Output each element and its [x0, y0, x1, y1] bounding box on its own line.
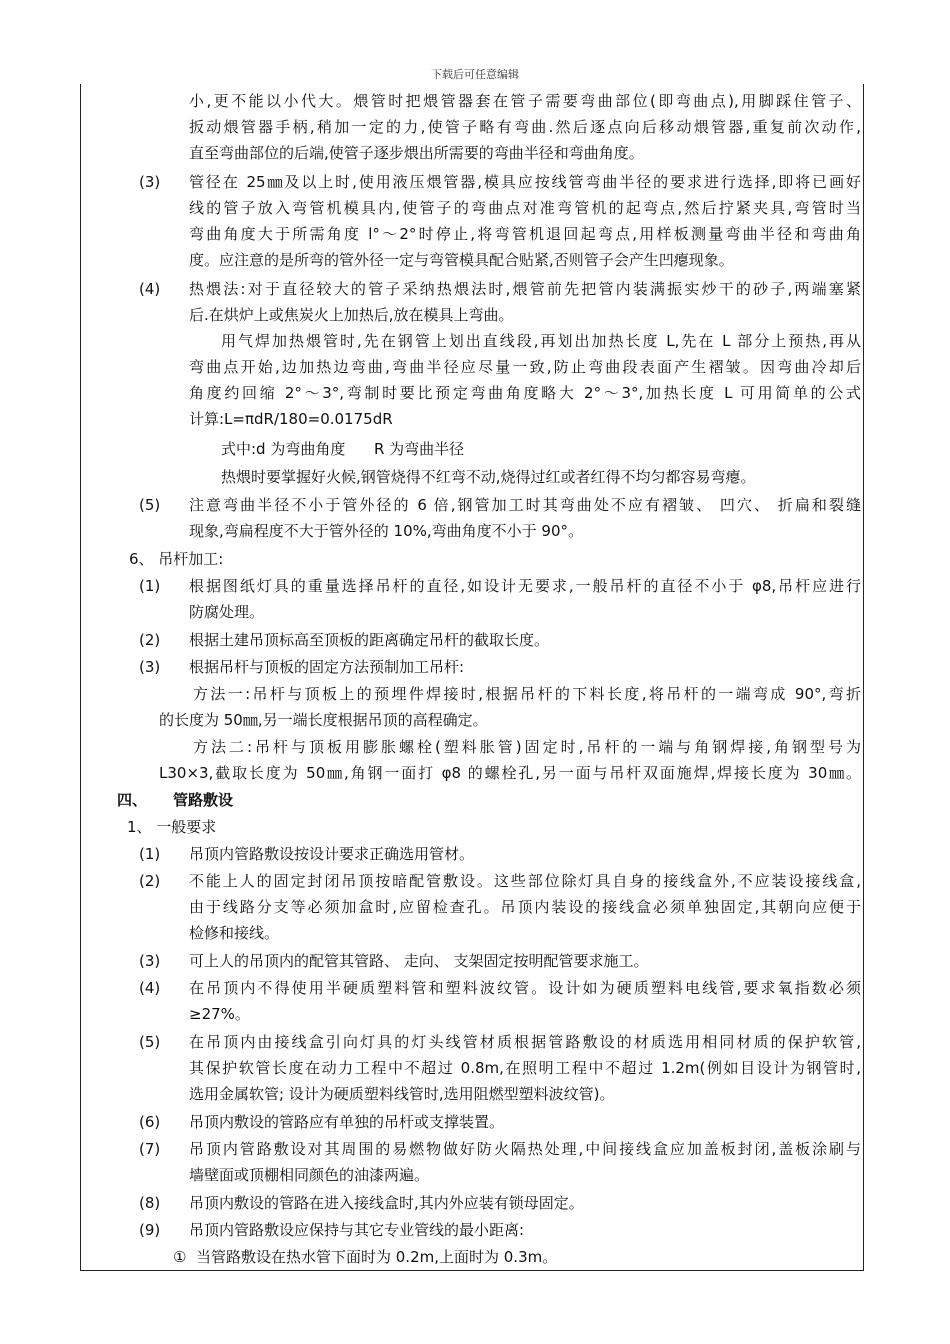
text-line: 后.在烘炉上或焦炭火上加热后,放在模具上弯曲。 [189, 306, 514, 324]
text-line: 1、 一般要求 [127, 818, 217, 836]
text-line: 用气焊加热煨管时,先在钢管上划出直线段,再划出加热长度 L,先在 L 部分上预热,再从 [221, 332, 861, 350]
text-line: (2) [139, 631, 161, 649]
text-line: 小,更不能以小代大。煨管时把煨管器套在管子需要弯曲部位(即弯曲点),用脚踩住管子、 [189, 92, 861, 110]
text-line: ① 当管路敷设在热水管下面时为 0.2m,上面时为 0.3m。 [173, 1248, 558, 1266]
text-line: (1) [139, 577, 161, 595]
text-line: 在吊顶内由接线盒引向灯具的灯头线管材质根据管路敷设的材质选用相同材质的保护软管, [189, 1033, 861, 1051]
text-line: 热煨法:对于直径较大的管子采纳热煨法时,煨管前先把管内装满振实炒干的砂子,两端塞紧 [189, 280, 861, 298]
text-line: 角度约回缩 2°～3°,弯制时要比预定弯曲角度略大 2°～3°,加热长度 L 可用简单的公式 [189, 384, 861, 402]
text-line: (8) [139, 1194, 161, 1212]
text-line: (1) [139, 845, 161, 863]
text-line: 的长度为 50㎜,另一端长度根据吊顶的高程确定。 [159, 711, 488, 729]
text-line: 注意弯曲半径不小于管外径的 6 倍,钢管加工时其弯曲处不应有褶皱、 凹穴、 折扁和裂缝 [189, 496, 861, 514]
text-line: 吊顶内管路敷设应保持与其它专业管线的最小距离: [189, 1221, 525, 1239]
text-line: 弯曲点开始,边加热边弯曲,弯曲半径应尽量一致,防止弯曲段表面产生褶皱。因弯曲冷却后 [189, 358, 861, 376]
text-line: (3) [139, 952, 161, 970]
text-line: (3) [139, 173, 161, 191]
text-line: (9) [139, 1221, 161, 1239]
text-line: 热煨时要掌握好火候,钢管烧得不红弯不动,烧得过红或者红得不均匀都容易弯瘪。 [221, 468, 756, 486]
text-line: L30×3,截取长度为 50㎜,角钢一面打 φ8 的螺栓孔,另一面与吊杆双面施焊,焊接长度为 30㎜。 [159, 764, 861, 782]
text-line: 根据土建吊顶标高至顶板的距离确定吊杆的截取长度。 [189, 631, 550, 649]
text-line: (5) [139, 496, 161, 514]
text-line: (4) [139, 280, 161, 298]
text-line: 式中:d 为弯曲角度 R 为弯曲半径 [221, 440, 465, 458]
text-line: ≥27%。 [189, 1005, 250, 1023]
text-line: 根据吊杆与顶板的固定方法预制加工吊杆: [189, 658, 465, 676]
text-line: 度。应注意的是所弯的管外径一定与弯管模具配合贴紧,否则管子会产生凹瘪现象。 [189, 251, 734, 269]
text-line: 弯曲角度大于所需角度 l°～2°时停止,将弯管机退回起弯点,用样板测量弯曲半径和弯曲角 [189, 225, 861, 243]
text-line: 防腐处理。 [189, 603, 265, 621]
text-line: 检修和接线。 [189, 924, 280, 942]
text-line: 方法二:吊杆与顶板用膨胀螺栓(塑料胀管)固定时,吊杆的一端与角钢焊接,角钢型号为 [193, 738, 861, 756]
text-line: (5) [139, 1033, 161, 1051]
text-line: 吊顶内敷设的管路应有单独的吊杆或支撑装置。 [189, 1113, 505, 1131]
text-line: 吊顶内管路敷设对其周围的易燃物做好防火隔热处理,中间接线盒应加盖板封闭,盖板涂刷与 [189, 1140, 861, 1158]
text-line: (3) [139, 658, 161, 676]
text-line: (6) [139, 1113, 161, 1131]
text-line: 吊顶内管路敷设按设计要求正确选用管材。 [189, 845, 475, 863]
text-line: 扳动煨管器手柄,稍加一定的力,使管子略有弯曲.然后逐点向后移动煨管器,重复前次动作, [189, 118, 861, 136]
text-line: 直至弯曲部位的后端,使管子逐步煨出所需要的弯曲半径和弯曲角度。 [189, 144, 644, 162]
text-line: 由于线路分支等必须加盒时,应留检查孔。吊顶内装设的接线盒必须单独固定,其朝向应便于 [189, 898, 861, 916]
text-line: 选用金属软管; 设计为硬质塑料线管时,选用阻燃型塑料波纹管)。 [189, 1085, 615, 1103]
text-line: (7) [139, 1140, 161, 1158]
text-line: (2) [139, 872, 161, 890]
text-line: (4) [139, 979, 161, 997]
text-line: 6、 吊杆加工: [129, 550, 224, 568]
text-line: 计算:L=πdR/180=0.0175dR [189, 410, 393, 428]
text-line: 其保护软管长度在动力工程中不超过 0.8m,在照明工程中不超过 1.2m(例如目设计为钢管时, [189, 1059, 861, 1077]
text-line: 墙壁面或顶棚相同颜色的油漆两遍。 [189, 1166, 430, 1184]
text-line: 根据图纸灯具的重量选择吊杆的直径,如设计无要求,一般吊杆的直径不小于 φ8,吊杆应进行 [189, 577, 861, 595]
text-line: 不能上人的固定封闭吊顶按暗配管敷设。这些部位除灯具自身的接线盒外,不应装设接线盒, [189, 872, 861, 890]
text-line: 线的管子放入弯管机模具内,使管子的弯曲点对准弯管机的起弯点,然后拧紧夹具,弯管时当 [189, 199, 861, 217]
text-line: 吊顶内敷设的管路在进入接线盒时,其内外应装有锁母固定。 [189, 1194, 584, 1212]
document-frame [80, 84, 864, 1271]
text-line: 在吊顶内不得使用半硬质塑料管和塑料波纹管。设计如为硬质塑料电线管,要求氧指数必须 [189, 979, 861, 997]
text-line: 四、 [117, 791, 148, 809]
download-note: 下载后可任意编辑 [431, 68, 519, 81]
text-line: 方法一:吊杆与顶板上的预埋件焊接时,根据吊杆的下料长度,将吊杆的一端弯成 90°,弯折 [193, 685, 861, 703]
text-line: 管路敷设 [173, 791, 234, 809]
text-line: 现象,弯扁程度不大于管外径的 10%,弯曲角度不小于 90°。 [189, 522, 584, 540]
text-line: 管径在 25㎜及以上时,使用液压煨管器,模具应按线管弯曲半径的要求进行选择,即将已画好 [189, 173, 861, 191]
text-line: 可上人的吊顶内的配管其管路、 走向、 支架固定按明配管要求施工。 [189, 952, 649, 970]
